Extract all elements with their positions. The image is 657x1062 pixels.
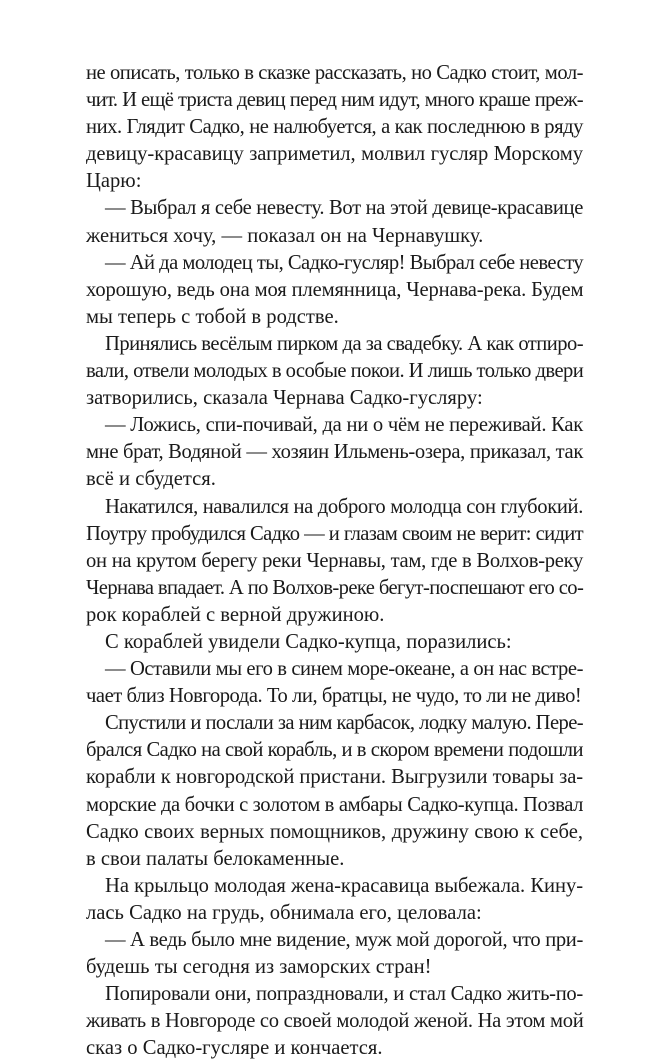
text-line: он на крутом берегу реки Чернавы, там, где в Волхов-реку bbox=[86, 549, 583, 572]
text-line: живать в Новгороде со своей молодой женой. На этом мой bbox=[86, 1010, 584, 1033]
text-line: рок кораблей с верной дружиною. bbox=[86, 603, 385, 626]
text-line: корабли к новгородской пристани. Выгрузили товары за- bbox=[86, 766, 584, 789]
text-line: Принялись весёлым пирком да за свадебку. А как отпиро- bbox=[105, 332, 583, 355]
text-line: морские да бочки с золотом в амбары Садко-купца. Позвал bbox=[86, 793, 583, 816]
text-line: мы теперь с тобой в родстве. bbox=[86, 305, 339, 328]
text-line: — А ведь было мне видение, муж мой дорогой, что при- bbox=[105, 929, 583, 951]
text-line: будешь ты сегодня из заморских стран! bbox=[86, 956, 432, 979]
text-line: затворились, сказала Чернава Садко-гусляру: bbox=[86, 387, 483, 410]
text-line: лась Садко на грудь, обнимала его, целовала: bbox=[86, 901, 482, 924]
text-line: Накатился, навалился на доброго молодца сон глубокий. bbox=[105, 495, 583, 518]
text-line: — Выбрал я себе невесту. Вот на этой девице-красавице bbox=[105, 197, 583, 220]
text-line: не описать, только в сказке рассказать, но Садко стоит, мол- bbox=[86, 62, 583, 84]
text-line: сказ о Садко-гусляре и кончается. bbox=[86, 1037, 383, 1060]
text-line: Царю: bbox=[86, 170, 142, 193]
text-line: них. Глядит Садко, не налюбуется, а как последнюю в ряду bbox=[86, 116, 583, 139]
text-line: На крыльцо молодая жена-красавица выбежала. Кину- bbox=[105, 874, 583, 897]
text-line: чает близ Новгорода. То ли, братцы, не чудо, то ли не диво! bbox=[86, 685, 582, 708]
text-line: Поутру пробудился Садко — и глазам своим не верит: сидит bbox=[86, 522, 583, 545]
text-line: в свои палаты белокаменные. bbox=[86, 847, 345, 870]
text-line: всё и сбудется. bbox=[86, 468, 216, 491]
text-line: — Ложись, спи-почивай, да ни о чём не переживай. Как bbox=[105, 414, 583, 437]
text-line: чит. И ещё триста девиц перед ним идут, много краше преж- bbox=[86, 89, 583, 112]
text-line: брался Садко на свой корабль, и в скором времени подошли bbox=[86, 739, 583, 762]
text-line: жениться хочу, — показал он на Чернавушку. bbox=[86, 224, 484, 247]
text-line: девицу-красавицу заприметил, молвил гусляр Морскому bbox=[86, 143, 583, 166]
text-line: — Оставили мы его в синем море-океане, а он нас встре- bbox=[105, 658, 583, 681]
text-line: вали, отвели молодых в особые покои. И лишь только двери bbox=[86, 360, 584, 383]
text-line: Чернава впадает. А по Волхов-реке бегут-поспешают его со- bbox=[86, 576, 584, 599]
text-line: мне брат, Водяной — хозяин Ильмень-озера, приказал, так bbox=[86, 441, 583, 464]
text-line: хорошую, ведь она моя племянница, Чернава-река. Будем bbox=[86, 278, 584, 301]
text-line: — Ай да молодец ты, Садко-гусляр! Выбрал себе невесту bbox=[105, 251, 583, 274]
text-line: С кораблей увидели Садко-купца, поразились: bbox=[105, 630, 512, 653]
page-text-block bbox=[86, 60, 583, 1062]
text-line: Садко своих верных помощников, дружину свою к себе, bbox=[86, 820, 583, 843]
text-line: Попировали они, попраздновали, и стал Садко жить-по- bbox=[105, 983, 583, 1006]
text-line: Спустили и послали за ним карбасок, лодку малую. Пере- bbox=[105, 712, 583, 735]
